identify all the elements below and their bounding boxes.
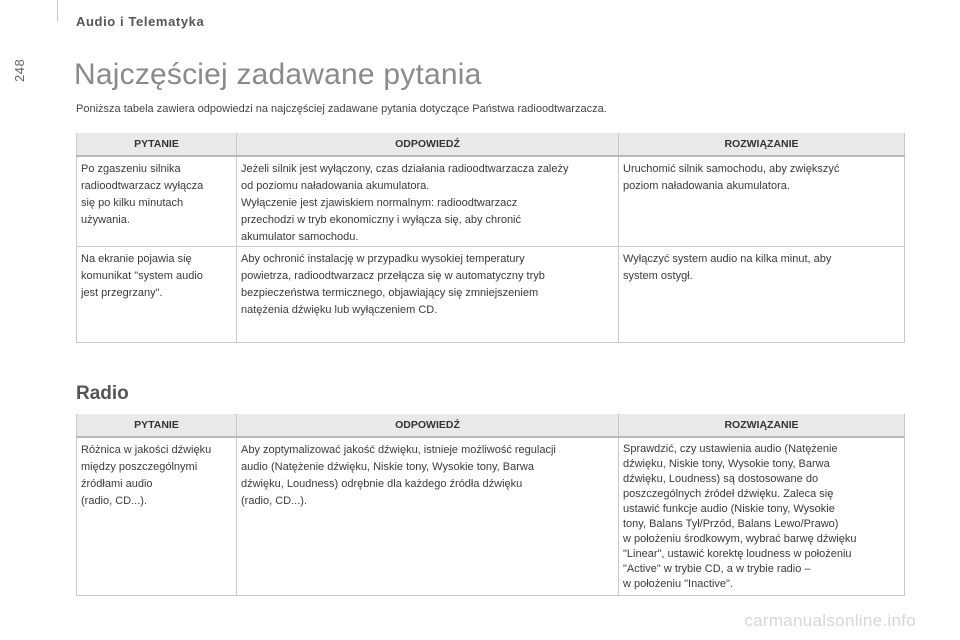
column-header-solution: ROZWIĄZANIE	[619, 133, 905, 156]
section-title-radio: Radio	[76, 383, 129, 404]
faq-table-general	[76, 133, 905, 343]
question-cell: Po zgaszeniu silnika radioodtwarzacz wyłącza się po kilku minutach używania.	[77, 156, 237, 247]
table-header-row	[77, 414, 905, 437]
table-row	[77, 437, 905, 595]
page-number: 248	[12, 58, 27, 82]
solution-cell: Sprawdzić, czy ustawienia audio (Natężenie dźwięku, Niskie tony, Wysokie tony, Barwa dźwięku, Loudness) są dostosowane do poszczególnych źródeł dźwięku. Zaleca się ustawić funkcje audio (Niskie tony, Wysokie tony, Balans Tył/Przód, Balans Lewo/Prawo) w położeniu środkowym, wybrać barwę dźwięku "Linear", ustawić korektę loudness w położeniu "Active" w trybie CD, a w trybie radio – w położeniu "Inactive".	[619, 437, 905, 595]
faq-table-radio	[76, 414, 905, 596]
intro-text: Poniższa tabela zawiera odpowiedzi na najczęściej zadawane pytania dotyczące Państwa radioodtwarzacza.	[76, 103, 607, 115]
column-header-solution: ROZWIĄZANIE	[619, 414, 905, 437]
column-header-question: PYTANIE	[77, 414, 237, 437]
column-header-answer: ODPOWIEDŹ	[237, 133, 619, 156]
column-header-question: PYTANIE	[77, 133, 237, 156]
answer-cell: Jeżeli silnik jest wyłączony, czas działania radioodtwarzacza zależy od poziomu naładowania akumulatora. Wyłączenie jest zjawiskiem normalnym: radioodtwarzacz przechodzi w tryb ekonomiczny i wyłącza się, aby chronić akumulator samochodu.	[237, 156, 619, 247]
table-header-row	[77, 133, 905, 156]
header-divider	[57, 0, 58, 22]
answer-cell: Aby zoptymalizować jakość dźwięku, istnieje możliwość regulacji audio (Natężenie dźwięku, Niskie tony, Wysokie tony, Barwa dźwięku, Loudness) odrębnie dla każdego źródła dźwięku (radio, CD...).	[237, 437, 619, 595]
table-row	[77, 247, 905, 343]
question-cell: Różnica w jakości dźwięku między poszczególnymi źródłami audio (radio, CD...).	[77, 437, 237, 595]
solution-cell: Wyłączyć system audio na kilka minut, aby system ostygł.	[619, 247, 905, 343]
page-title: Najczęściej zadawane pytania	[74, 58, 482, 91]
question-cell: Na ekranie pojawia się komunikat "system audio jest przegrzany".	[77, 247, 237, 343]
watermark: carmanualsonline.info	[744, 611, 916, 630]
column-header-answer: ODPOWIEDŹ	[237, 414, 619, 437]
table-row	[77, 156, 905, 247]
solution-cell: Uruchomić silnik samochodu, aby zwiększyć poziom naładowania akumulatora.	[619, 156, 905, 247]
section-header: Audio i Telematyka	[76, 14, 205, 29]
answer-cell: Aby ochronić instalację w przypadku wysokiej temperatury powietrza, radioodtwarzacz przełącza się w automatyczny tryb bezpieczeństwa termicznego, objawiający się zmniejszeniem natężenia dźwięku lub wyłączeniem CD.	[237, 247, 619, 343]
